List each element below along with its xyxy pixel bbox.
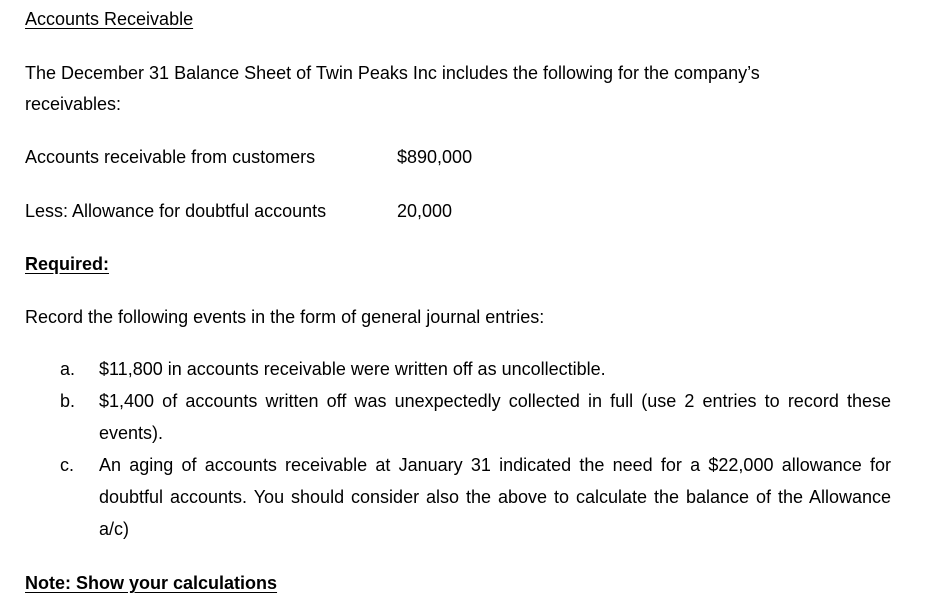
record-instruction: Record the following events in the form of general journal entries: [25,307,545,327]
accounts-receivable-value: $890,000 [397,147,473,167]
document-title: Accounts Receivable [25,9,194,29]
list-marker: b. [60,391,76,411]
allowance-value: 20,000 [397,201,453,221]
list-marker: c. [60,455,75,475]
accounts-receivable-label: Accounts receivable from customers [25,147,316,167]
event-text: $11,800 in accounts receivable were written off as uncollectible. [99,359,606,379]
intro-line-2: receivables: [25,94,122,114]
list-marker: a. [60,359,76,379]
note-heading: Note: Show your calculations [25,573,278,593]
allowance-label: Less: Allowance for doubtful accounts [25,201,327,221]
event-text: $1,400 of accounts written off was unexpectedly collected in full (use 2 entries to record these events). [99,391,891,443]
intro-line-1: The December 31 Balance Sheet of Twin Peaks Inc includes the following for the company’s [25,63,760,83]
event-text: An aging of accounts receivable at January 31 indicated the need for a $22,000 allowance for doubtful accounts. You should consider also the above to calculate the balance of the Allowance a/c) [99,455,891,539]
required-heading: Required: [25,254,110,274]
